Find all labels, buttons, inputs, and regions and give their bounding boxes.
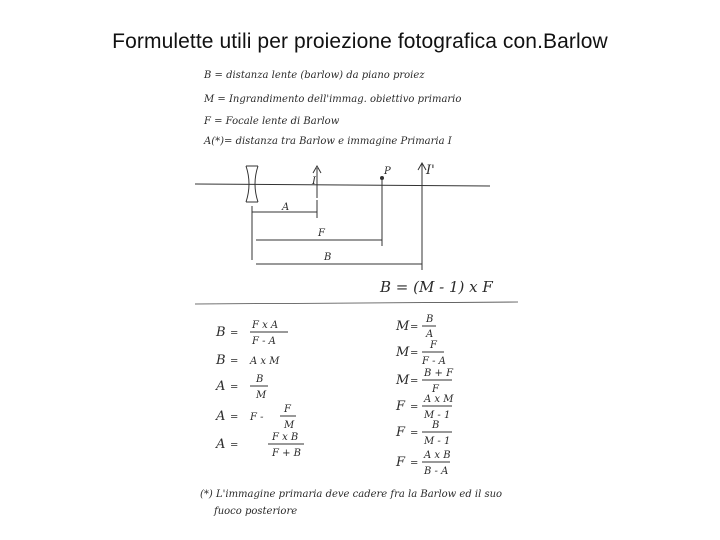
formula-left-4-den: M: [284, 420, 295, 431]
formula-right-6-lhs: F: [396, 455, 406, 470]
formula-left-1-num: F x A: [252, 320, 279, 331]
slide-title: Formulette utili per proiezione fotografica con.Barlow: [112, 30, 608, 53]
label-p: P: [384, 166, 391, 177]
formulas-left: [215, 320, 304, 459]
formula-left-3-den: M: [256, 390, 267, 401]
separator-line: [195, 302, 518, 304]
formula-right-1-num: B: [426, 314, 434, 325]
equals-sign: =: [230, 328, 239, 339]
formula-left-4-lhs: A: [216, 409, 226, 424]
equals-sign: =: [410, 376, 419, 387]
formula-left-2-lhs: B: [216, 353, 226, 368]
formula-left-4-num: F: [284, 404, 291, 415]
equals-sign: =: [410, 428, 419, 439]
formula-right-1-den: A: [426, 329, 434, 340]
equals-sign: =: [410, 402, 419, 413]
formula-right-3-lhs: M: [396, 373, 410, 388]
formula-right-2-num: F: [430, 340, 437, 351]
definition-a: A(*)= distanza tra Barlow e immagine Primaria I: [204, 136, 452, 147]
label-b: B: [324, 252, 332, 263]
formula-left-3-num: B: [256, 374, 264, 385]
formula-right-1-lhs: M: [396, 319, 410, 334]
formula-right-4-den: M - 1: [424, 410, 451, 421]
formula-left-1-den: F - A: [252, 336, 276, 347]
formula-left-4-pre: F -: [250, 412, 264, 423]
formula-right-5-num: B: [432, 420, 440, 431]
handwritten-notes-scan: [190, 60, 520, 522]
formula-left-5-lhs: A: [216, 437, 226, 452]
equals-sign: =: [410, 348, 419, 359]
label-f: F: [318, 228, 325, 239]
formulas-right: [395, 314, 454, 477]
formula-right-3-den: F: [432, 384, 439, 395]
equals-sign: =: [230, 356, 239, 367]
formula-right-3-num: B + F: [424, 368, 454, 379]
formula-left-5-num: F x B: [272, 432, 299, 443]
formula-right-2-lhs: M: [396, 345, 410, 360]
formula-left-3-lhs: A: [216, 379, 226, 394]
formula-right-6-den: B - A: [424, 466, 449, 477]
footnote-line-2: fuoco posteriore: [214, 506, 298, 517]
equals-sign: =: [230, 412, 239, 423]
formula-right-2-den: F - A: [422, 356, 446, 367]
footnote-line-1: (*) L'immagine primaria deve cadere fra la Barlow ed il suo: [200, 489, 503, 500]
definition-m: M = Ingrandimento dell'immag. obiettivo primario: [204, 94, 462, 105]
equals-sign: =: [230, 382, 239, 393]
notes-drawing: [190, 60, 520, 522]
formula-left-1-lhs: B: [216, 325, 226, 340]
definition-f: F = Focale lente di Barlow: [204, 116, 340, 127]
main-formula: B = (M - 1) x F: [380, 278, 493, 296]
formula-left-5-den: F + B: [272, 448, 302, 459]
equals-sign: =: [230, 440, 239, 451]
definition-b: B = distanza lente (barlow) da piano proiez: [204, 70, 425, 81]
formula-right-4-lhs: F: [396, 399, 406, 414]
formula-right-5-lhs: F: [396, 425, 406, 440]
formula-right-5-den: M - 1: [424, 436, 451, 447]
label-i: I: [312, 176, 316, 187]
equals-sign: =: [410, 458, 419, 469]
optical-diagram: [195, 163, 490, 270]
formula-left-2-expr: A x M: [250, 356, 280, 367]
equals-sign: =: [410, 322, 419, 333]
formula-right-4-num: A x M: [424, 394, 454, 405]
label-i-prime: I': [426, 163, 435, 178]
label-a: A: [282, 202, 290, 213]
formula-right-6-num: A x B: [424, 450, 451, 461]
optical-axis: [195, 184, 490, 186]
